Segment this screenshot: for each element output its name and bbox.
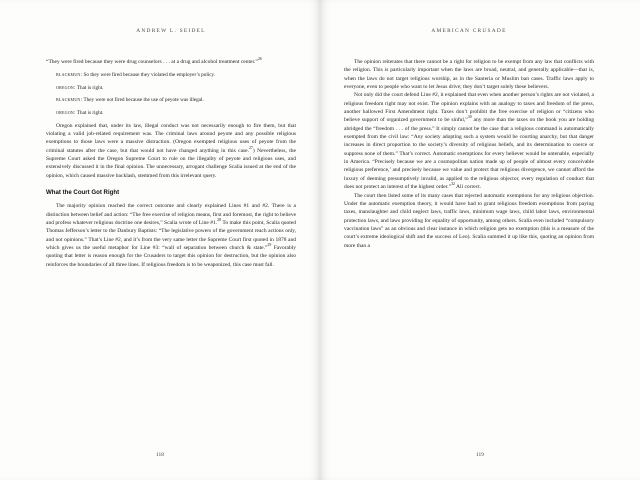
paragraph-text-cont: any more than the taxes on the book you are holding abridged the “freedom . . . of the press.” It simply cannot be the case that a religious command is automatically exempted from the civil law: “Any society adopting such a system would be courting anarchy, but that danger increases in direct proportion to the society’s diversity of religious beliefs, and its determination to coerce or suppress none of them.” That’s correct. Automatic exemptions for every believer would be untenable, especially in America. “Precisely because we are a cosmopolitan nation made up of people of almost every conceivable religious preference,’ and precisely because we value and protect that religious divergence, we cannot afford the luxury of deeming presumptively invalid, as applied to the religious objector, every regulation of conduct that does not protect an interest of the highest order.”: [344, 117, 594, 191]
paragraph: The opinion reiterates that there cannot be a right for religion to be exempt from any law that conflicts with the religion. This is particularly important when the laws are broad, neutral, and generally applicable—that is, when the laws do not target religious worship, as in the Santeria or Muslim ban cases. Traffic laws apply to everyone, even to people who want to let Jesus drive; they don’t target solely these believers.: [344, 59, 594, 91]
section-subhead: What the Court Got Right: [46, 189, 120, 197]
paragraph-text-cont2: Favorably quoting that letter is reason enough for the Crusaders to target this opinion for destruction, but the opinion also reinforces the boundaries of all three lines. If religious freedom is to be weaponized, this case must fall.: [46, 245, 296, 268]
footnote-marker: 28: [217, 218, 222, 223]
paragraph-text: The majority opinion reached the correct outcome and clearly explained Lines #1 and #2. There is a distinction between belief and action: “The free exercise of religion means, first and foremost, the right to believe and profess whatever religious doctrine one desires,” Scalia wrote of Line #1.: [46, 203, 297, 227]
dialogue-speaker: blackmun:: [56, 71, 83, 78]
dialogue-text: So they were fired because they violated the employer’s policy.: [83, 71, 216, 78]
footnote-marker: 27: [248, 145, 253, 150]
right-body-text: [344, 58, 594, 250]
dialogue-speaker: oregon:: [56, 84, 76, 91]
dialogue-text: They were not fired because the use of peyote was illegal.: [83, 97, 204, 104]
paragraph-text-cont2: All correct.: [454, 184, 482, 191]
dialogue-line: [46, 109, 296, 117]
footnote-marker: 30: [467, 115, 472, 120]
paragraph-text: Oregon explained that, under its law, illegal conduct was not necessarily enough to fire them, but that violating a valid job-related requirement was. The criminal laws around peyote and any possible religious exemptions to those laws were a massive distraction. (Oregon exempted religious uses of peyote from the criminal statutes after the case, but that would not have changed anything in this case.: [46, 122, 296, 154]
dialogue-speaker: oregon:: [56, 109, 76, 116]
dialogue-line: [46, 96, 296, 104]
dialogue-line: [46, 84, 296, 92]
paragraph-text-cont: ) Nevertheless, the Supreme Court asked the Oregon Supreme Court to rule on the illegality of peyote and religious uses, and extensively discussed it in the final opinion. The unnecessary, arrogant challenge Scalia issued at the end of the opinion, which caused massive backlash, stemmed from this irrelevant query.: [46, 147, 296, 179]
right-page-content: [320, 0, 640, 480]
dialogue-line: [46, 71, 296, 79]
dialogue-speaker: blackmun:: [56, 97, 83, 104]
footnote-marker: 29: [267, 243, 272, 248]
footnote-marker: 32: [451, 182, 455, 187]
footnote-marker: 26: [257, 57, 262, 62]
dialogue-text: That is right.: [76, 109, 104, 116]
left-running-head: ANDREW L. SEIDEL: [136, 28, 206, 34]
paragraph: [46, 58, 296, 66]
paragraph-text-cont: To make this point, Scalia quoted Thomas Jefferson’s letter to the Danbury Baptists: “The legislative powers of the government reach actions only, and not opinions.” That’s Line #2, and it’s from the very same letter the Supreme Court first quoted in 1878 and which gives us the useful metaphor for Line #3: “wall of separation between church & state.”: [46, 220, 297, 252]
dialogue-text: That is right.: [76, 84, 104, 91]
paragraph: The court then listed some of its many cases that rejected automatic exemptions for any religious objection. Under the automatic exemption theory, it would have had to grant religious freedom exemptions from paying taxes, manslaughter and child neglect laws, traffic laws, minimum wage laws, child labor laws, environmental protection laws, and laws providing for equality of opportunity, among others. Scalia even included “compulsory vaccination laws” as an obvious and clear instance in which religion gets no exemption (this is a measure of the court’s extreme ideological shift and the success of Leo). Scalia summed it up like this, quoting an opinion from more than a: [344, 192, 594, 249]
right-folio: 119: [476, 452, 484, 458]
paragraph-text: Not only did the court defend Line #2, it explained that even when another person’s rights are not violated, a religious freedom right may not exist. The opinion explains with an analogy to taxes and freedom of the press, another hallowed First Amendment right. Taxes don’t prohibit the free exercise of religion or “citizens who believe support of organized government to be sinful,”: [344, 92, 594, 124]
paragraph: [46, 202, 296, 269]
paragraph: [344, 91, 594, 191]
left-body-text: [46, 58, 296, 269]
left-folio: 118: [156, 452, 164, 458]
right-page: [320, 0, 640, 480]
paragraph-text: “They were fired because they were drug counselors . . . at a drug and alcohol treatment center.”: [46, 59, 258, 65]
right-running-head: AMERICAN CRUSADE: [431, 28, 507, 34]
paragraph: [46, 122, 296, 180]
